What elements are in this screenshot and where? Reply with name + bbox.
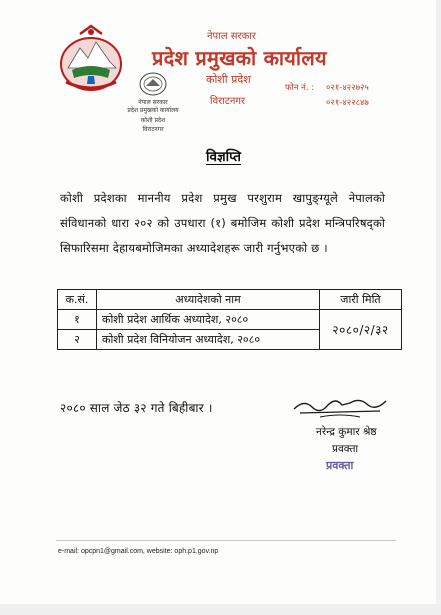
city-name: विराटनगर: [210, 96, 246, 107]
table-header-row: [58, 290, 402, 310]
ordinance-table: [57, 289, 402, 350]
ordinance-name: कोशी प्रदेश विनियोजन अध्यादेश, २०८०: [97, 330, 320, 350]
row-sn: २: [58, 330, 97, 350]
page-bottom-edge: [0, 604, 441, 615]
province-name: कोशी प्रदेश: [206, 73, 251, 86]
phone-label: फोन नं. :: [285, 83, 315, 93]
stamp-line: विराटनगर: [142, 126, 164, 133]
phone-number: ०२१-४२२८४७: [326, 98, 369, 108]
nepal-emblem-icon: [58, 24, 124, 94]
role-stamp: प्रवक्ता: [326, 459, 354, 472]
table-row: [58, 310, 402, 330]
signatory-name: नरेन्द्र कुमार श्रेष्ठ: [316, 426, 377, 438]
stamp-line: नेपाल सरकार: [138, 99, 168, 106]
issue-date: २०८०/२/३२: [320, 310, 402, 350]
date-line: २०८० साल जेठ ३२ गते बिहीबार ।: [60, 401, 213, 415]
office-title: प्रदेश प्रमुखको कार्यालय: [152, 46, 327, 70]
stamp-line: प्रदेश प्रमुखको कार्यालय: [127, 107, 179, 114]
signatory-role: प्रवक्ता: [332, 443, 359, 455]
stamp-line: कोशी प्रदेश: [140, 117, 166, 124]
page-edge: [436, 0, 441, 615]
phone-number: ०२१-४२२७२५: [326, 83, 369, 93]
signature-icon: [290, 393, 395, 423]
notice-body: कोशी प्रदेशका माननीय प्रदेश प्रमुख परशुराम खापुङ्ग्यूले नेपालको संविधानको धारा २०२ को उपधारा (१) बमोजिम कोशी प्रदेश मन्त्रिपरिषद्को सिफारिसमा देहायबमोजिमका अध्यादेशहरू जारी गर्नुभएको छ ।: [60, 191, 385, 255]
ordinance-name: कोशी प्रदेश आर्थिक अध्यादेश, २०८०: [97, 310, 320, 330]
row-sn: १: [58, 310, 97, 330]
column-header-sn: क.सं.: [58, 290, 97, 310]
notice-heading: विज्ञप्ति: [206, 149, 242, 165]
footer-contact: e-mail: opcpn1@gmail.com, website: oph.p1.gov.np: [58, 548, 219, 555]
column-header-name: अध्यादेशको नाम: [97, 290, 320, 310]
government-name: नेपाल सरकार: [207, 31, 256, 42]
office-stamp-icon: [124, 70, 182, 136]
column-header-date: जारी मिति: [320, 290, 402, 310]
footer-divider: [56, 540, 396, 541]
